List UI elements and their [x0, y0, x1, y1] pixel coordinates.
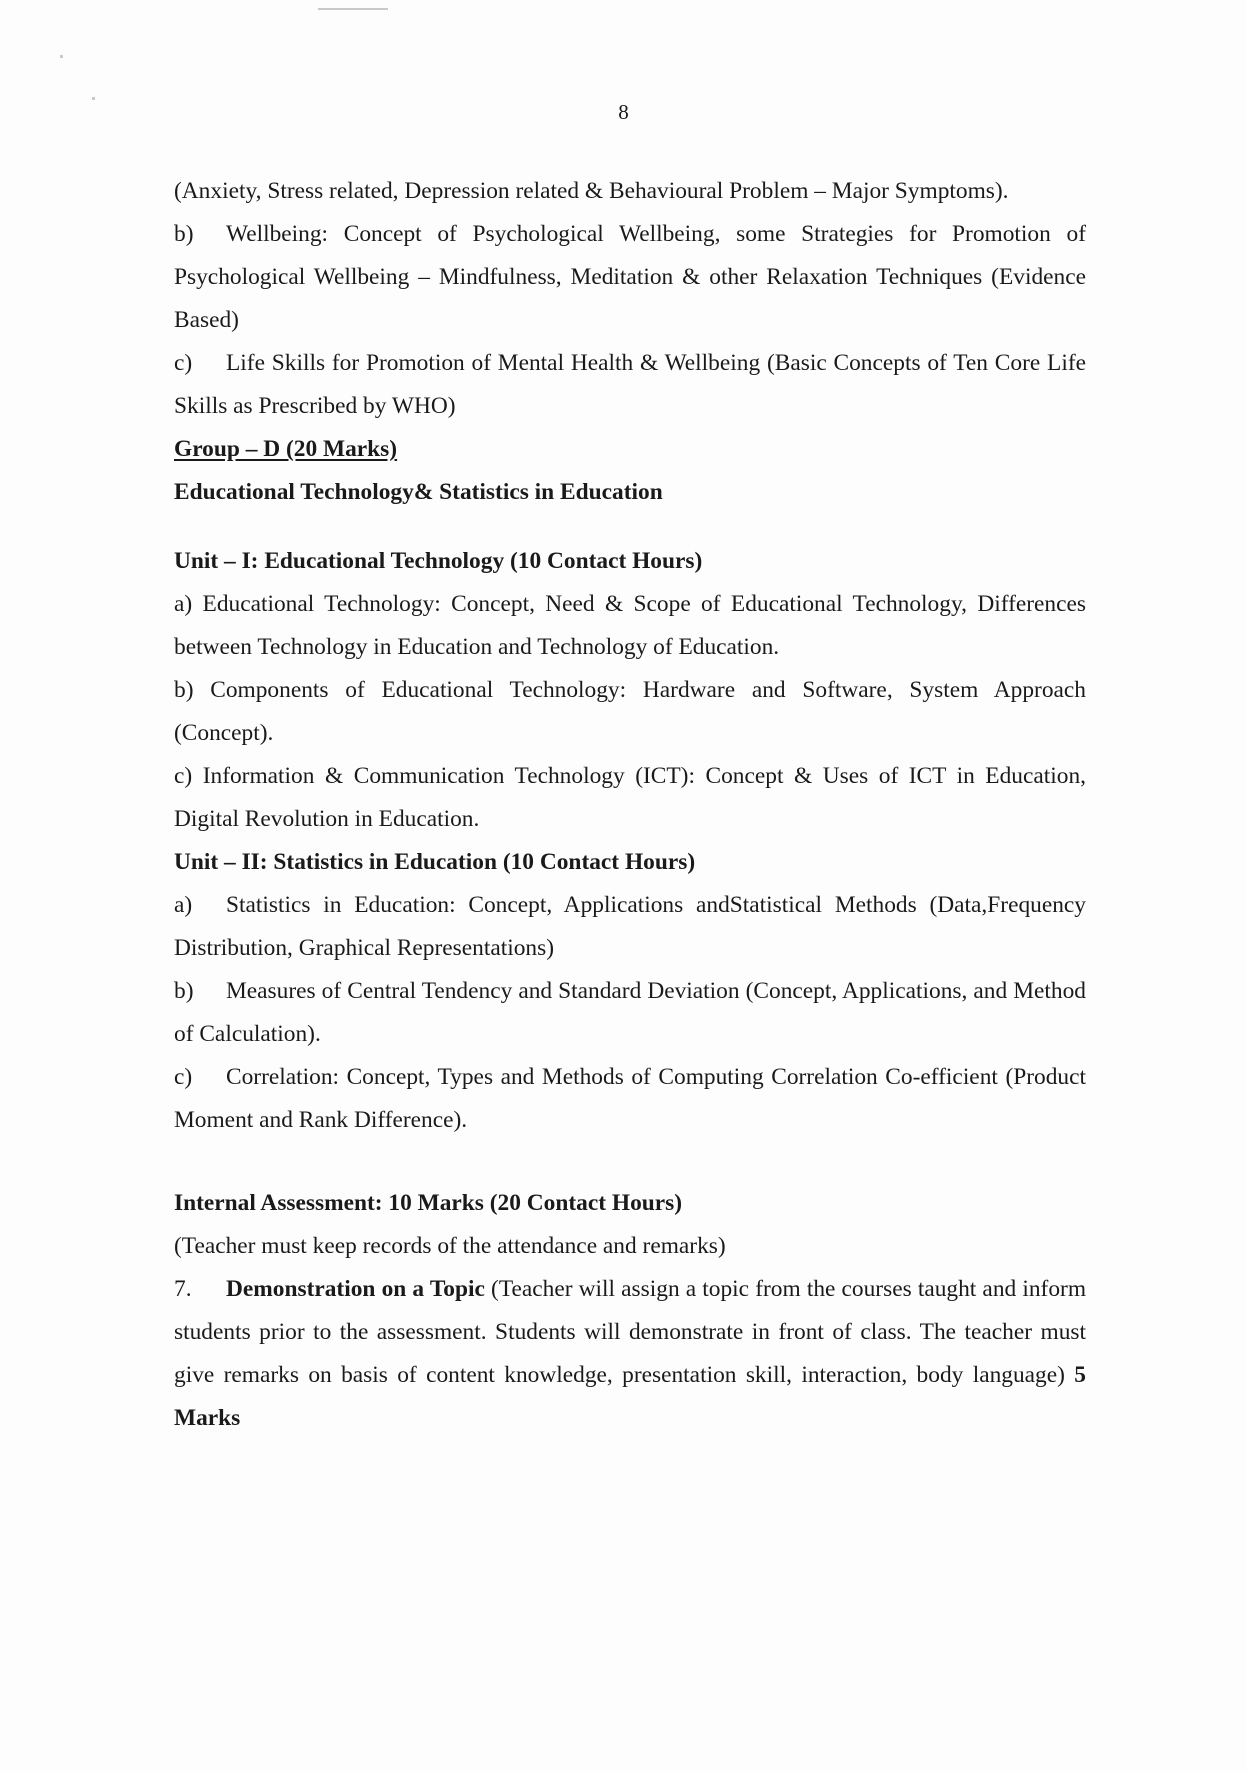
document-body: [174, 170, 1086, 1440]
internal-assessment-heading: Internal Assessment: 10 Marks (20 Contact Hours): [174, 1190, 683, 1216]
item-text: Correlation: Concept, Types and Methods of Computing Correlation Co-efficient (Product Moment and Rank Difference).: [174, 1064, 1086, 1133]
paragraph-symptoms: (Anxiety, Stress related, Depression related & Behavioural Problem – Major Symptoms).: [174, 178, 1009, 204]
unit-1-item-c: c) Information & Communication Technology (ICT): Concept & Uses of ICT in Education, Digital Revolution in Education.: [174, 763, 1086, 832]
item-text: Statistics in Education: Concept, Applications andStatistical Methods (Data,Frequency Distribution, Graphical Representations): [174, 892, 1086, 961]
item-marks: 5 Marks: [174, 1362, 1086, 1431]
unit-1-item-a: a) Educational Technology: Concept, Need & Scope of Educational Technology, Differences between Technology in Education and Technology of Education.: [174, 591, 1086, 660]
unit-2-item-a: [174, 884, 1086, 970]
unit-1-heading: Unit – I: Educational Technology (10 Contact Hours): [174, 548, 703, 574]
unit-1-item-b: b) Components of Educational Technology: Hardware and Software, System Approach (Concept).: [174, 677, 1086, 746]
list-label: c): [174, 350, 193, 376]
list-label: b): [174, 978, 194, 1004]
item-text: (Teacher will assign a topic from the courses taught and inform students prior to the assessment. Students will demonstrate in front of class. The teacher must give remarks on basis of content knowledge, presentation skill, interaction, body language): [174, 1276, 1087, 1388]
item-life-skills: [174, 342, 1086, 428]
spacer: [174, 1142, 1086, 1182]
scan-mark-top: [318, 8, 388, 10]
group-d-heading: Group – D (20 Marks): [174, 436, 398, 462]
list-label: c): [174, 1064, 193, 1090]
list-label: b): [174, 221, 194, 247]
list-label: a): [174, 892, 193, 918]
scan-mark-left: [60, 55, 63, 58]
page-number: 8: [618, 100, 629, 124]
unit-2-heading: Unit – II: Statistics in Education (10 Contact Hours): [174, 849, 696, 875]
group-d-title: Educational Technology& Statistics in Education: [174, 479, 663, 505]
item-text: Life Skills for Promotion of Mental Health & Wellbeing (Basic Concepts of Ten Core Life Skills as Prescribed by WHO): [174, 350, 1086, 419]
item-wellbeing: [174, 213, 1086, 342]
internal-assessment-item: [174, 1268, 1086, 1440]
item-title: Demonstration on a Topic: [226, 1276, 485, 1302]
list-label: 7.: [174, 1276, 192, 1302]
item-text: Measures of Central Tendency and Standard Deviation (Concept, Applications, and Method of Calculation).: [174, 978, 1086, 1047]
spacer: [174, 514, 1086, 540]
unit-2-item-c: [174, 1056, 1086, 1142]
unit-2-item-b: [174, 970, 1086, 1056]
internal-assessment-note: (Teacher must keep records of the attendance and remarks): [174, 1233, 726, 1259]
item-text: Wellbeing: Concept of Psychological Wellbeing, some Strategies for Promotion of Psychological Wellbeing – Mindfulness, Meditation & other Relaxation Techniques (Evidence Based): [174, 221, 1086, 333]
